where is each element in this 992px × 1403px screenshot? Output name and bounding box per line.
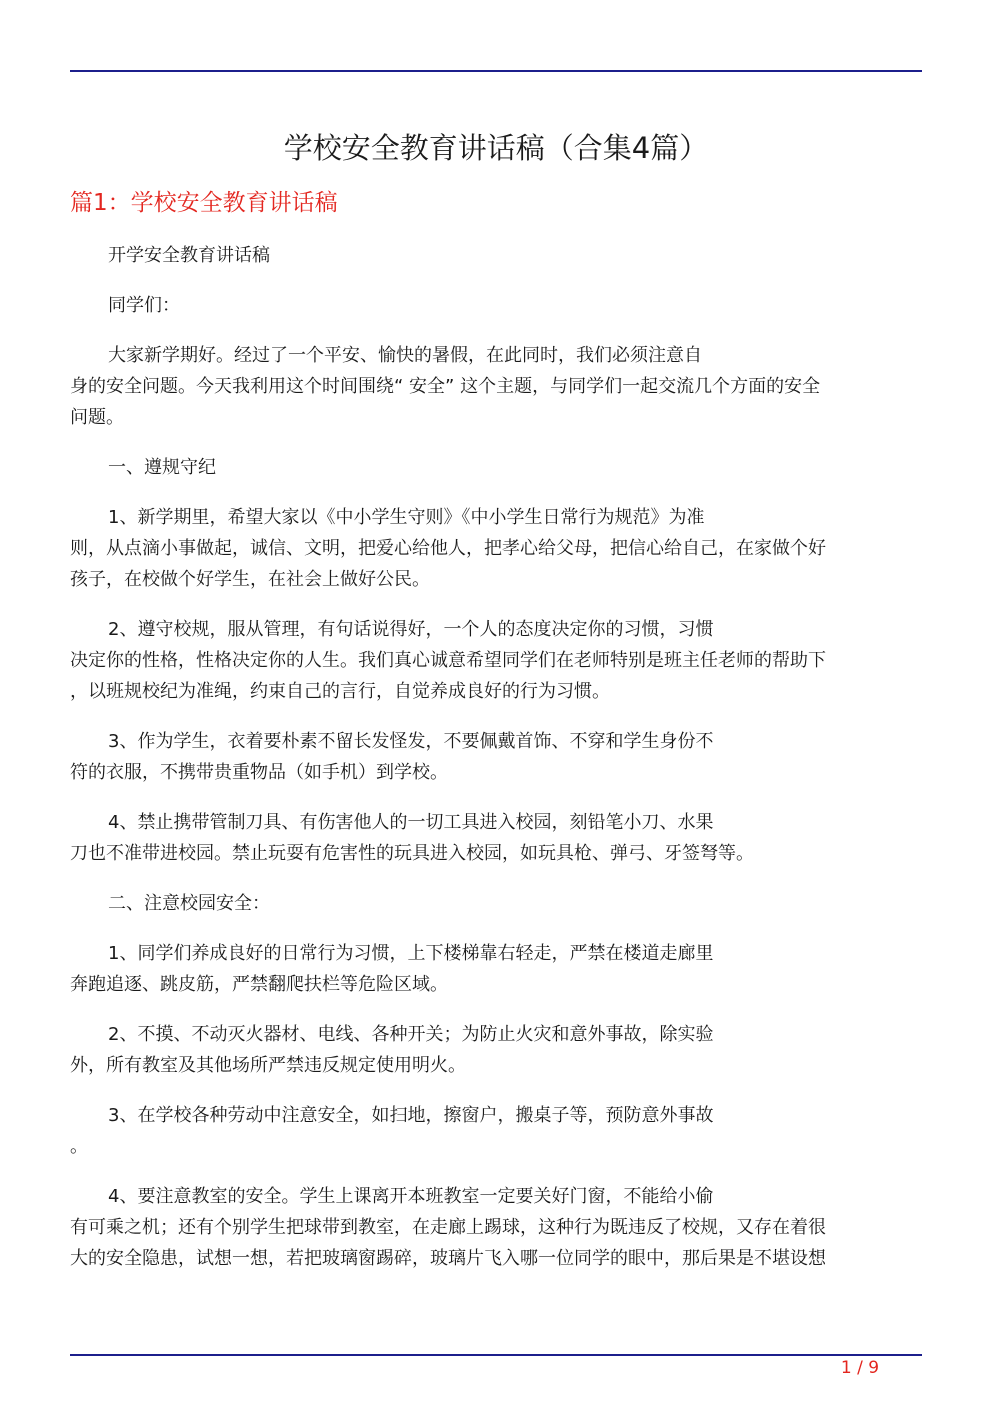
paragraph-line: 二、注意校园安全： xyxy=(108,893,270,914)
paragraph xyxy=(70,1100,912,1162)
paragraph-line: 大的安全隐患，试想一想，若把玻璃窗踢碎，玻璃片飞入哪一位同学的眼中，那后果是不堪设想 xyxy=(70,1248,826,1269)
paragraph xyxy=(70,614,912,707)
paragraph xyxy=(70,807,912,869)
paragraph-line: 问题。 xyxy=(70,407,124,428)
paragraph-line: 4、要注意教室的安全。学生上课离开本班教室一定要关好门窗，不能给小偷 xyxy=(108,1186,714,1207)
paragraph-line: 大家新学期好。经过了一个平安、愉快的暑假，在此同时，我们必须注意自 xyxy=(108,345,702,366)
paragraph xyxy=(70,1181,912,1274)
paragraph-line: ，以班规校纪为准绳，约束自己的言行，自觉养成良好的行为习惯。 xyxy=(70,681,610,702)
paragraph-line: 奔跑追逐、跳皮筋，严禁翻爬扶栏等危险区域。 xyxy=(70,974,448,995)
paragraph-line: 3、作为学生，衣着要朴素不留长发怪发，不要佩戴首饰、不穿和学生身份不 xyxy=(108,731,714,752)
paragraph-line: 一、遵规守纪 xyxy=(108,457,216,478)
paragraph-line: 1、同学们养成良好的日常行为习惯，上下楼梯靠右轻走，严禁在楼道走廊里 xyxy=(108,943,714,964)
paragraph-line: 有可乘之机；还有个别学生把球带到教室，在走廊上踢球，这种行为既违反了校规，又存在着很 xyxy=(70,1217,826,1238)
paragraph-line: 决定你的性格，性格决定你的人生。我们真心诚意希望同学们在老师特别是班主任老师的帮助下 xyxy=(70,650,826,671)
paragraph xyxy=(70,290,912,321)
page-number: 1 / 9 xyxy=(840,1358,880,1378)
paragraph xyxy=(70,502,912,595)
paragraph xyxy=(70,726,912,788)
paragraph-line: 同学们： xyxy=(108,295,180,316)
paragraph xyxy=(70,888,912,919)
paragraph xyxy=(70,452,912,483)
paragraph-line: 1、新学期里，希望大家以《中小学生守则》《中小学生日常行为规范》为准 xyxy=(108,507,705,528)
paragraph-line: 4、禁止携带管制刀具、有伤害他人的一切工具进入校园，刻铅笔小刀、水果 xyxy=(108,812,714,833)
paragraph-line: 孩子，在校做个好学生，在社会上做好公民。 xyxy=(70,569,430,590)
paragraph-line: 则，从点滴小事做起，诚信、文明，把爱心给他人，把孝心给父母，把信心给自己，在家做个好 xyxy=(70,538,826,559)
paragraph-line: 2、遵守校规，服从管理，有句话说得好，一个人的态度决定你的习惯，习惯 xyxy=(108,619,714,640)
paragraph-line: 刀也不准带进校园。禁止玩耍有危害性的玩具进入校园，如玩具枪、弹弓、牙签弩等。 xyxy=(70,843,754,864)
paragraph xyxy=(70,240,912,271)
paragraph-line: 2、不摸、不动灭火器材、电线、各种开关；为防止火灾和意外事故，除实验 xyxy=(108,1024,714,1045)
paragraph-line: 。 xyxy=(70,1136,88,1157)
paragraph-line: 开学安全教育讲话稿 xyxy=(108,245,270,266)
document-title: 学校安全教育讲话稿（合集4篇） xyxy=(283,131,709,165)
paragraph-line: 身的安全问题。今天我利用这个时间围绕“ 安全” 这个主题，与同学们一起交流几个方面的安全 xyxy=(70,376,821,397)
section-heading: 篇1：学校安全教育讲话稿 xyxy=(70,190,338,216)
header-rule xyxy=(70,70,922,72)
paragraph xyxy=(70,1019,912,1081)
footer-rule xyxy=(70,1354,922,1356)
paragraph-line: 外，所有教室及其他场所严禁违反规定使用明火。 xyxy=(70,1055,466,1076)
paragraph xyxy=(70,340,912,433)
document-body xyxy=(70,240,912,1293)
paragraph-line: 符的衣服，不携带贵重物品（如手机）到学校。 xyxy=(70,762,448,783)
paragraph xyxy=(70,938,912,1000)
paragraph-line: 3、在学校各种劳动中注意安全，如扫地，擦窗户，搬桌子等，预防意外事故 xyxy=(108,1105,714,1126)
